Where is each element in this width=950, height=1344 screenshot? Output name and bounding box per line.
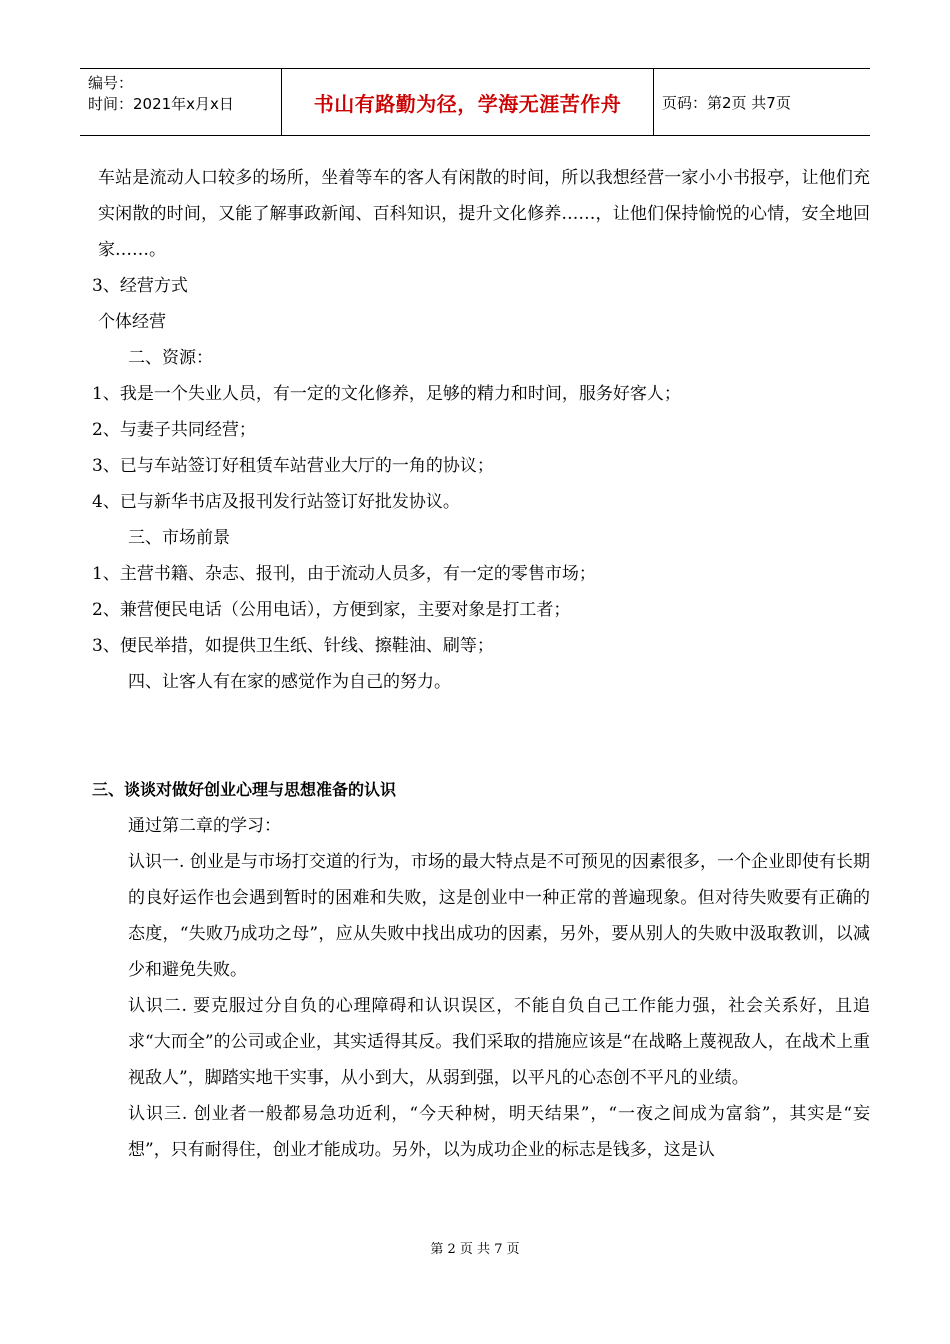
page-footer: 第 2 页 共 7 页 bbox=[430, 1242, 520, 1257]
list-item: 2、与妻子共同经营； bbox=[92, 420, 256, 440]
section-heading: 二、资源： bbox=[128, 348, 213, 368]
list-item: 3、已与车站签订好租赁车站营业大厅的一角的协议； bbox=[92, 456, 494, 476]
paragraph: 车站是流动人口较多的场所，坐着等车的客人有闲散的时间，所以我想经营一家小小书报亭，让他们充实闲散的时间，又能了解事政新闻、百科知识，提升文化修养……，让他们保持愉悦的心情，安全地回家……。 bbox=[98, 168, 870, 260]
paragraph: 认识一. 创业是与市场打交道的行为，市场的最大特点是不可预见的因素很多，一个企业即使有长期的良好运作也会遇到暂时的困难和失败，这是创业中一种正常的普遍现象。但对待失败要有正确的态度，“失败乃成功之母”，应从失败中找出成功的因素，另外，要从别人的失败中汲取教训，以减少和避免失败。 bbox=[128, 852, 870, 980]
number-label: 编号： bbox=[88, 74, 134, 92]
list-item: 2、兼营便民电话（公用电话），方便到家，主要对象是打工者； bbox=[92, 600, 571, 620]
section-heading: 三、市场前景 bbox=[128, 528, 230, 548]
section-heading: 四、让客人有在家的感觉作为自己的努力。 bbox=[128, 672, 451, 692]
chapter-heading: 三、谈谈对做好创业心理与思想准备的认识 bbox=[92, 780, 397, 799]
document-body bbox=[92, 160, 870, 1168]
paragraph: 个体经营 bbox=[98, 312, 166, 332]
paragraph: 通过第二章的学习： bbox=[128, 816, 281, 836]
list-item: 3、便民举措，如提供卫生纸、针线、擦鞋油、刷等； bbox=[92, 636, 494, 656]
header-page-label: 页码：第2页 共7页 bbox=[662, 93, 791, 112]
paragraph: 认识三. 创业者一般都易急功近利，“今天种树，明天结果”，“一夜之间成为富翁”，其实是“妄想”，只有耐得住，创业才能成功。另外，以为成功企业的标志是钱多，这是认 bbox=[128, 1104, 870, 1160]
paragraph: 3、经营方式 bbox=[92, 276, 188, 296]
spacer bbox=[92, 700, 870, 772]
paragraph: 认识二. 要克服过分自负的心理障碍和认识误区，不能自负自己工作能力强，社会关系好，且追求“大而全”的公司或企业，其实适得其反。我们采取的措施应该是“在战略上蔑视敌人，在战术上重视敌人”，脚踏实地干实事，从小到大，从弱到强，以平凡的心态创不平凡的业绩。 bbox=[128, 996, 870, 1088]
list-item: 4、已与新华书店及报刊发行站签订好批发协议。 bbox=[92, 492, 460, 512]
list-item: 1、我是一个失业人员，有一定的文化修养，足够的精力和时间，服务好客人； bbox=[92, 384, 681, 404]
header-left-cell bbox=[80, 69, 282, 135]
list-item: 1、主营书籍、杂志、报刊，由于流动人员多，有一定的零售市场； bbox=[92, 564, 596, 584]
header-motto: 书山有路勤为径，学海无涯苦作舟 bbox=[282, 69, 654, 135]
header-table bbox=[80, 68, 870, 136]
date-label: 时间：2021年x月x日 bbox=[88, 95, 234, 113]
